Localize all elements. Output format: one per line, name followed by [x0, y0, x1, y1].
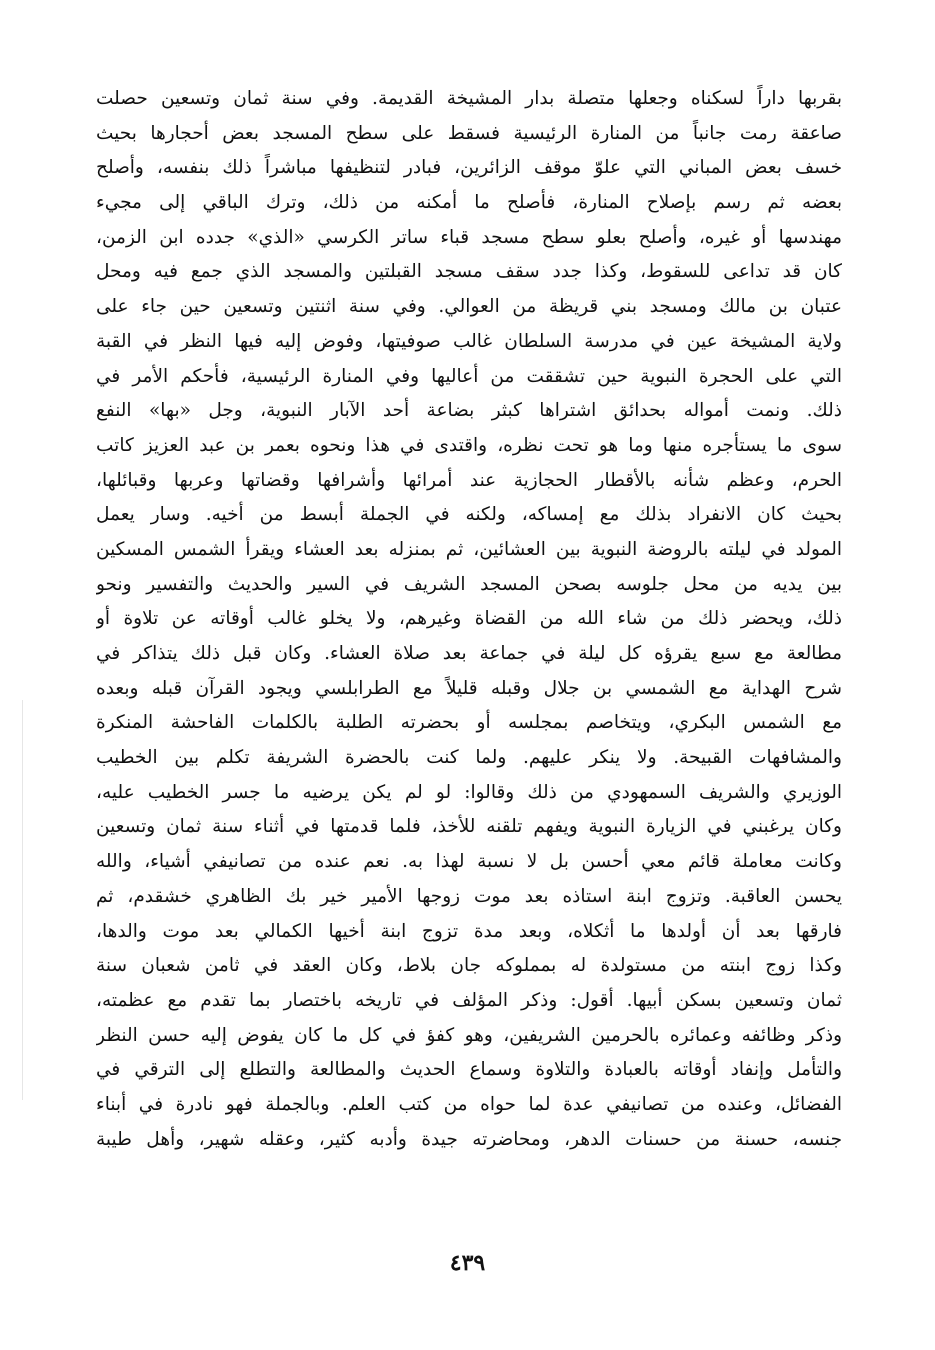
page-number: ٤٣٩	[449, 1250, 486, 1276]
text-line: الحرم، وعظم شأنه بالأقطار الحجازية عند أمرائها وأشرافها وقضاتها وعربها وقبائلها،	[96, 469, 842, 491]
text-line: جنسه، حسنة من حسنات الدهر، ومحاضرته جيدة وأدبه كثير، وعقله شهير، وأهل طيبة	[96, 1128, 842, 1150]
text-line: وكانت معاملة قائم معي أحسن بل لا نسبة لهذا به. نعم عنده من تصانيفي أشياء، والله	[96, 851, 842, 873]
text-line: ذلك، ويحضر ذلك من شاء الله من القضاة وغيرهم، ولا يخلو غالب أوقاته عن تلاوة أو	[96, 608, 842, 630]
text-line: وذكر وظائفه وعمائره بالحرمين الشريفين، وهو كفؤ في كل ما كان يفوض إليه حسن النظر	[96, 1024, 842, 1046]
text-line: بين يديه من محل جلوسه بصحن المسجد الشريف في السير والحديث والتفسير ونحو	[96, 573, 842, 595]
text-line: الوزيري والشريف السمهودي من ذلك وقالوا: لو لم يكن يرضيه ما جسر الخطيب عليه،	[96, 781, 842, 803]
text-line: الفضائل، وعنده من تصانيفي عدة لما حواه من كتب العلم. وبالجملة فهو نادرة في أبناء	[96, 1093, 842, 1115]
text-line: شرح الهداية مع الشمسي بن جلال وقبله قليلاً مع الطرابلسي ويجود القرآن قبله وبعده	[96, 677, 842, 699]
text-line: مهندسها أو غيره، وأصلح بعلو سطح مسجد قباء ساتر الكرسي «الذي» جدده ابن الزمن،	[96, 226, 842, 248]
text-line: فارقها بعد أن أولدها ما أثكلاه، وبعد مدة تزوج ابنة أخيها الكمالي بعد موت والدها،	[96, 920, 842, 942]
text-line: عتبان بن مالك ومسجد بني قريظة من العوالي. وفي سنة اثنتين وتسعين حين جاء على	[96, 296, 842, 318]
text-line: وكذا زوج ابنته من مستولدة له بمملوكه جان بلاط، وكان العقد في ثامن شعبان سنة	[96, 955, 842, 977]
scan-gutter-line	[22, 700, 23, 1100]
text-line: والمشافهات القبيحة. ولا ينكر عليهم. ولما كنت بالحضرة الشريفة تكلم بين الخطيب	[96, 747, 842, 769]
text-line: بقربها داراً لسكناه وجعلها متصلة بدار المشيخة القديمة. وفي سنة ثمان وتسعين حصلت	[96, 88, 842, 109]
text-line: يحسن العاقبة. وتزوج ابنة استاذه بعد موت زوجها الأمير خير بك الظاهري خشقدم، ثم	[96, 885, 842, 907]
text-line: ثمان وتسعين بسكن أبيها. أقول: وذكر المؤلف في تاريخه باختصار بما تقدم مع عظمته،	[96, 989, 842, 1011]
text-line: المولد في ليلته بالروضة النبوية بين العشائين، ثم بمنزله بعد العشاء ويقرأ الشمس المسكين	[96, 538, 842, 560]
text-line: سوى ما يستأجره منها وما هو تحت نظره، واقتدى في هذا ونحوه بعمر بن عبد العزيز كاتب	[96, 434, 842, 456]
text-line: بعضه ثم رسم بإصلاح المنارة، فأصلح ما أمكنه من ذلك، وترك الباقي إلى مجيء	[96, 192, 842, 214]
text-line: بحيث كان الانفراد بذلك مع إمساكه، ولكنه في الجملة أبسط من أخيه. وسار يعمل	[96, 504, 842, 526]
text-line: ولاية المشيخة عين في مدرسة السلطان غالب صوفيتها، وفوض إليه فيها النظر في القبة	[96, 330, 842, 352]
text-line: خسف بعض المباني التي علوّ موقف الزائرين، فبادر لتنظيفها مباشراً ذلك بنفسه، وأصلح	[96, 157, 842, 179]
text-line: ذلك. ونمت أمواله بحدائق اشتراها كبثر بضاعة أحد الآبار النبوية، وجل «بها» النفع	[96, 400, 842, 422]
body-text	[96, 82, 842, 1157]
text-line: مع الشمس البكري، ويتخاصم بمجلسه أو بحضرته الطلبة بالكلمات الفاحشة المنكرة	[96, 712, 842, 734]
text-line: والتأمل وإنفاد أوقاته بالعبادة والتلاوة وسماع الحديث والمطالعة والتطلع إلى الترقي في	[96, 1059, 842, 1081]
text-line: صاعقة رمت جانباً من المنارة الرئيسية فسقط على سطح المسجد بعض أحجارها بحيث	[96, 122, 842, 144]
text-line: كان قد تداعى للسقوط، وكذا جدد سقف مسجد القبلتين والمسجد الذي جمع فيه ومحل	[96, 261, 842, 283]
text-line: وكان يرغبني في الزيارة النبوية ويفهم تلقنه للأخذ، فلما قدمتها في أثناء سنة ثمان وتسعين	[96, 816, 842, 838]
text-line: مطالعة مع سبع يقرؤه كل ليلة في جماعة بعد صلاة العشاء. وكان قبل ذلك يتذاكر في	[96, 643, 842, 664]
text-line: التي على الحجرة النبوية حين تشققت من أعاليها وفي المنارة الرئيسية، فأحكم الأمر في	[96, 365, 842, 387]
